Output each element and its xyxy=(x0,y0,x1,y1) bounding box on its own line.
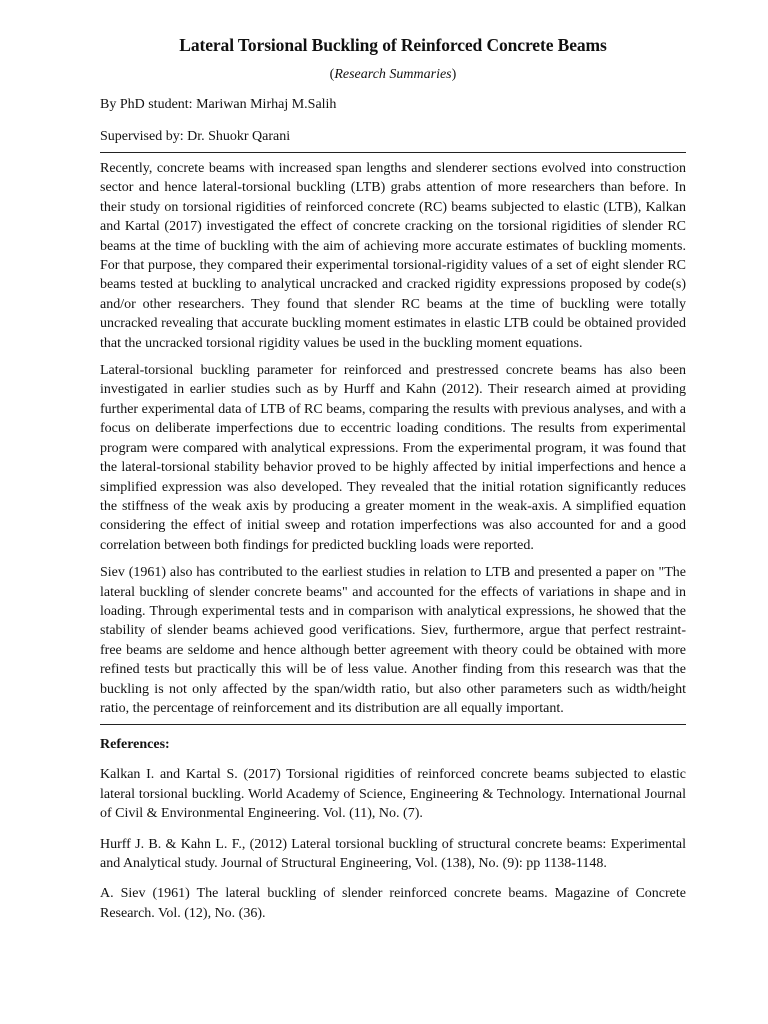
subtitle-close-paren: ) xyxy=(451,67,457,82)
document-page xyxy=(100,30,686,923)
author-line: By PhD student: Mariwan Mirhaj M.Salih xyxy=(100,97,337,112)
references-divider xyxy=(100,724,686,725)
reference-item-3: A. Siev (1961) The lateral buckling of slender reinforced concrete beams. Magazine of Concrete Research. Vol. (12), No. (36). xyxy=(100,886,686,921)
body-paragraph-3: Siev (1961) also has contributed to the earliest studies in relation to LTB and presented a paper on "The lateral buckling of slender concrete beams" and accounted for the effects of variations in shape and in loading. Through experimental tests and in comparison with analytical expressions, he showed that the stability of slender beams achieved good verifications. Siev, furthermore, argue that perfect restraint-free beams are seldome and hence although better agreement with theory could be obtained with more refined tests but practically this will be of less value. Another finding from this research was that the buckling is not only affected by the span/width ratio, but also other parameters such as width/height ratio, the percentage of reinforcement and its distribution are all equally important. xyxy=(100,565,686,716)
supervisor-line: Supervised by: Dr. Shuokr Qarani xyxy=(100,129,291,144)
body-paragraph-2: Lateral-torsional buckling parameter for reinforced and prestressed concrete beams has also been investigated in earlier studies such as by Hurff and Kahn (2012). Their research aimed at providing further experimental data of LTB of RC beams, comparing the results with previous analyses, and with a focus on deliberate imperfections due to eccentric loading conditions. The results from experimental program were compared with analytical expressions. From the experimental program, it was found that the lateral-torsional stability behavior proved to be highly affected by initial imperfections and hence a simplified expression was also developed. They revealed that the initial rotation significantly reduces the stiffness of the weak axis by producing a greater moment in the weak-axis. A simplified equation considering the effect of initial sweep and rotation imperfections was also accounted for and a good correlation between both findings for predicted buckling loads were reported. xyxy=(100,363,686,553)
document-title: Lateral Torsional Buckling of Reinforced Concrete Beams xyxy=(179,35,607,55)
body-paragraph-1: Recently, concrete beams with increased span lengths and slenderer sections evolved into construction sector and hence lateral-torsional buckling (LTB) grabs attention of more researchers than before. In their study on torsional rigidities of reinforced concrete (RC) beams subjected to elastic (LTB), Kalkan and Kartal (2017) investigated the effect of concrete cracking on the torsional rigidities of slender RC beams at the time of buckling with the aim of achieving more accurate estimates of buckling moments. For that purpose, they compared their experimental torsional-rigidity values of a set of eight slender RC beams tested at buckling to analytical uncracked and cracked rigidity expressions proposed by code(s) and/or other researchers. They found that slender RC beams at the time of buckling were totally uncracked revealing that accurate buckling moment estimates in elastic LTB could be obtained provided that the uncracked torsional rigidity values be used in the buckling moment equations. xyxy=(100,161,686,351)
references-heading: References: xyxy=(100,737,170,753)
subtitle-text: Research Summaries xyxy=(334,67,452,82)
reference-item-2: Hurff J. B. & Kahn L. F., (2012) Lateral torsional buckling of structural concrete beams: Experimental and Analytical study. Journal of Structural Engineering, Vol. (138), No. (9): pp 1138-1148. xyxy=(100,836,686,871)
document-subtitle xyxy=(100,66,686,84)
subtitle-open-paren: ( xyxy=(329,67,335,82)
reference-item-1: Kalkan I. and Kartal S. (2017) Torsional rigidities of reinforced concrete beams subjected to elastic lateral torsional buckling. World Academy of Science, Engineering & Technology. International Journal of Civil & Environmental Engineering. Vol. (11), No. (7). xyxy=(100,767,686,822)
top-divider xyxy=(100,152,686,153)
